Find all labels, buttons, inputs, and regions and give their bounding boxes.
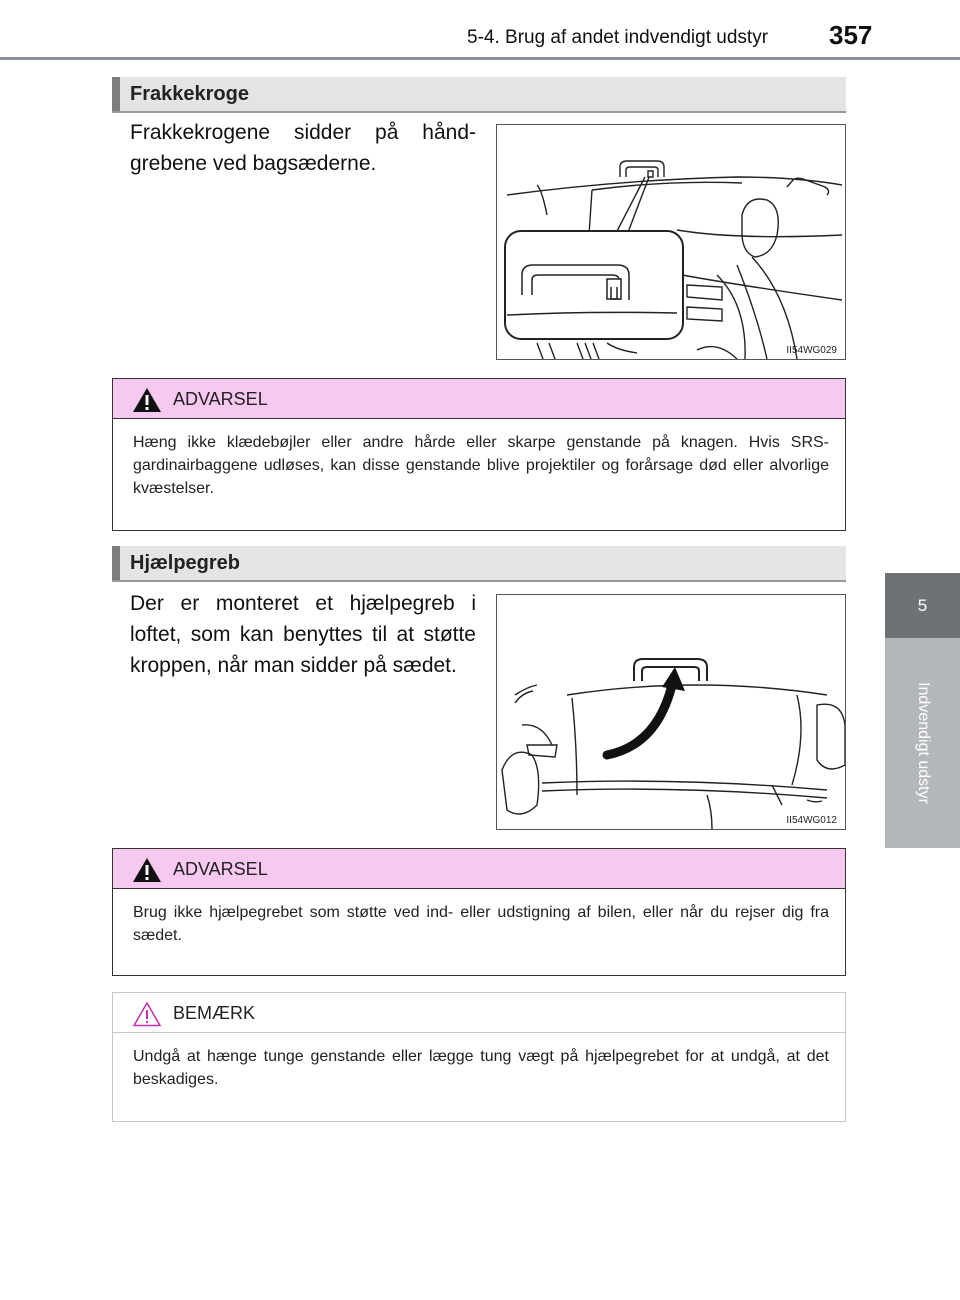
running-header-section: 5-4. Brug af andet indvendigt udstyr bbox=[467, 27, 769, 48]
warning-header bbox=[113, 379, 845, 419]
page-number: 357 bbox=[829, 20, 873, 50]
note-header bbox=[113, 993, 845, 1033]
warning-text: Hæng ikke klædebøjler eller andre hårde eller skarpe genstande på knagen. Hvis SRS-gardinairbaggene udløses, kan disse genstande blive projektiler og forårsage død eller alvorlige kvæstelser. bbox=[133, 434, 829, 497]
warning-label: ADVARSEL bbox=[173, 859, 268, 879]
note-label: BEMÆRK bbox=[173, 1003, 256, 1023]
section-heading-assist-grips bbox=[112, 546, 846, 582]
coat-hooks-description: Frakkekrogene sidder på håndgrebene ved bagsæderne. bbox=[130, 121, 476, 175]
warning-box-assist-grips bbox=[112, 848, 846, 976]
note-text: Undgå at hænge tunge genstande eller lægge tung vægt på hjælpegrebet for at undgå, at det beskadiges. bbox=[133, 1048, 829, 1088]
chapter-tab-number: 5 bbox=[885, 573, 960, 638]
warning-text: Brug ikke hjælpegrebet som støtte ved ind- eller udstigning af bilen, eller når du rejser dig fra sædet. bbox=[133, 904, 829, 944]
warning-header bbox=[113, 849, 845, 889]
section-heading-text: Frakkekroge bbox=[130, 83, 249, 105]
figure-code: II54WG029 bbox=[786, 345, 837, 356]
chapter-tab-label: Indvendigt udstyr bbox=[914, 682, 932, 804]
assist-grips-description: Der er monteret et hjælpegreb i loftet, som kan benyttes til at støtte kroppen, når man sidder på sædet. bbox=[130, 592, 476, 677]
note-box-assist-grips bbox=[112, 992, 846, 1122]
warning-label: ADVARSEL bbox=[173, 389, 268, 409]
caution-triangle-outline-icon bbox=[132, 1001, 162, 1027]
warning-box-coat-hooks bbox=[112, 378, 846, 531]
header-rule bbox=[0, 57, 960, 60]
assist-grip-illustration bbox=[496, 594, 846, 830]
section-heading-text: Hjælpegreb bbox=[130, 552, 241, 574]
figure-code: II54WG012 bbox=[786, 815, 837, 826]
heading-bar bbox=[112, 77, 120, 111]
section-heading-coat-hooks bbox=[112, 77, 846, 113]
coat-hook-illustration bbox=[496, 124, 846, 360]
heading-bar bbox=[112, 546, 120, 580]
warning-triangle-icon bbox=[132, 387, 162, 413]
chapter-tab bbox=[885, 638, 960, 848]
warning-triangle-icon bbox=[132, 857, 162, 883]
